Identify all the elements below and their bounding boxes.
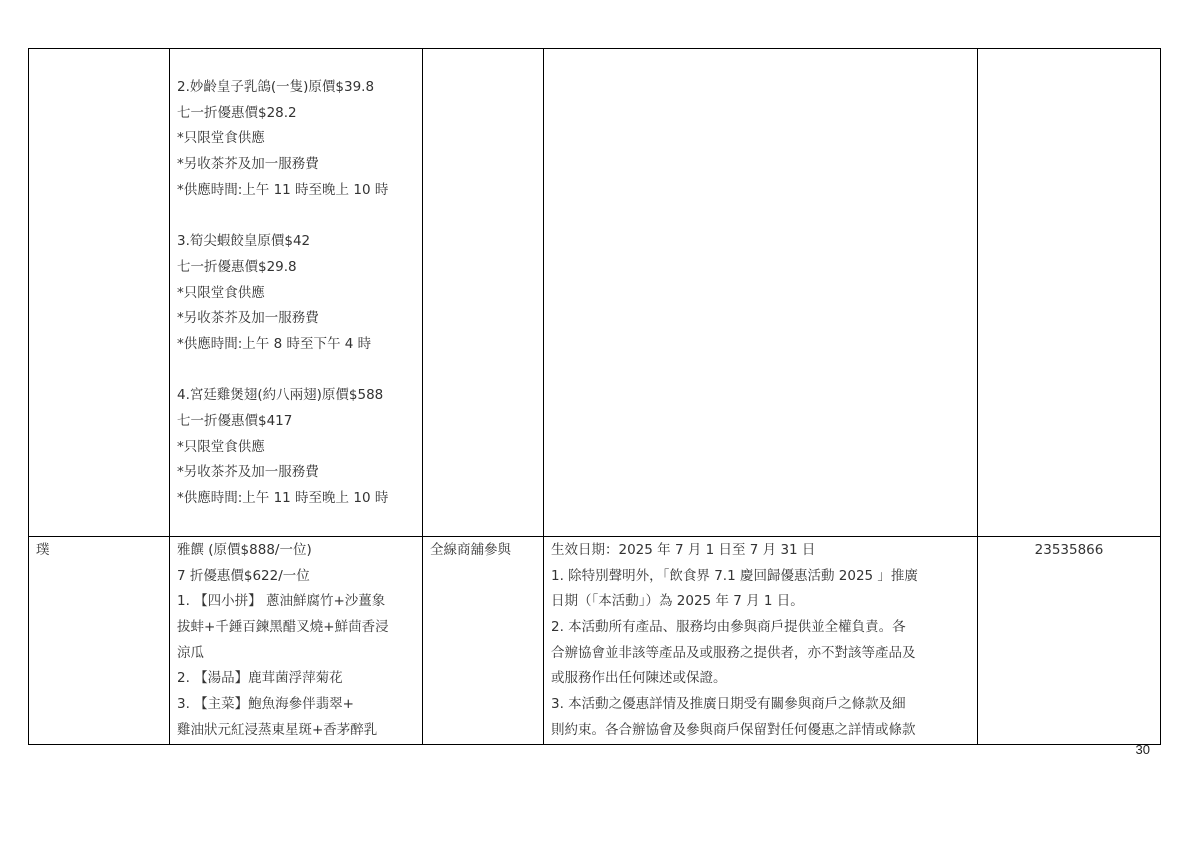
terms-line: 或服務作出任何陳述或保證。 [551, 670, 727, 687]
terms-cell [544, 49, 978, 537]
offer-line: 雅饌 (原價$888/一位) [177, 542, 312, 558]
offer-line: 1. 【四小拼】 蔥油鮮腐竹+沙薑象 [177, 593, 386, 610]
offer-line: 3. 【主菜】鮑魚海參伴翡翠+ [177, 696, 354, 713]
offer-line: 3.筍尖蝦餃皇原價$42 [177, 233, 311, 250]
offer-line: *供應時間:上午 11 時至晚上 10 時 [177, 490, 389, 506]
offer-line: *供應時間:上午 8 時至下午 4 時 [177, 335, 372, 352]
offer-line: 七一折優惠價$417 [177, 412, 293, 429]
terms-line: 則約束。各合辦協會及參與商戶保留對任何優惠之詳情或條款 [551, 721, 916, 738]
offers-table [28, 48, 1161, 745]
phone-cell [978, 537, 1161, 745]
offer-line: 雞油狀元紅浸蒸東星斑+香茅醉乳 [177, 721, 378, 738]
merchant-name-cell [29, 537, 170, 745]
offer-line: 七一折優惠價$28.2 [177, 104, 297, 121]
offer-line: 涼瓜 [177, 644, 204, 661]
participating-cell [423, 537, 544, 745]
terms-line: 1. 除特別聲明外，「飲食界 7.1 慶回歸優惠活動 2025 」推廣 [551, 567, 918, 584]
offer-line: 七一折優惠價$29.8 [177, 258, 297, 275]
merchant-name: 璞 [36, 542, 50, 558]
table-row [29, 49, 1161, 537]
terms-line: 合辦協會並非該等產品及或服務之提供者，亦不對該等產品及 [551, 644, 916, 661]
phone-cell [978, 49, 1161, 537]
offer-details-cell [170, 537, 423, 745]
terms-line: 生效日期：2025 年 7 月 1 日至 7 月 31 日 [551, 542, 816, 558]
participating-text: 全線商舖參與 [430, 542, 511, 558]
terms-line: 2. 本活動所有產品、服務均由參與商戶提供並全權負責。各 [551, 619, 906, 636]
participating-cell [423, 49, 544, 537]
table-row [29, 537, 1161, 745]
offer-line: *只限堂食供應 [177, 284, 265, 301]
spacer [177, 358, 415, 384]
offer-line: 拔蚌+千錘百鍊黑醋叉燒+鮮茴香浸 [177, 619, 389, 636]
offer-line: 2.妙齡皇子乳鴿(一隻)原價$39.8 [177, 79, 375, 95]
terms-line: 日期（「本活動」）為 2025 年 7 月 1 日。 [551, 593, 804, 610]
spacer [177, 203, 415, 229]
offer-line: 4.宮廷雞煲翅(約八兩翅)原價$588 [177, 387, 384, 404]
offer-line: *只限堂食供應 [177, 130, 265, 147]
offer-details-cell [170, 49, 423, 537]
offer-line: *供應時間:上午 11 時至晚上 10 時 [177, 181, 389, 198]
merchant-name-cell [29, 49, 170, 537]
offer-line: *另收茶芥及加一服務費 [177, 156, 319, 173]
offer-line: 7 折優惠價$622/一位 [177, 567, 310, 584]
offer-line: 2. 【湯品】鹿茸菌浮萍菊花 [177, 670, 343, 687]
offer-line: *另收茶芥及加一服務費 [177, 310, 319, 327]
terms-line: 3. 本活動之優惠詳情及推廣日期受有關參與商戶之條款及細 [551, 696, 906, 713]
offer-line: *只限堂食供應 [177, 438, 265, 455]
terms-cell [544, 537, 978, 745]
page-number: 30 [1135, 742, 1150, 757]
offer-line: *另收茶芥及加一服務費 [177, 464, 319, 481]
phone-number: 23535866 [1034, 542, 1104, 558]
